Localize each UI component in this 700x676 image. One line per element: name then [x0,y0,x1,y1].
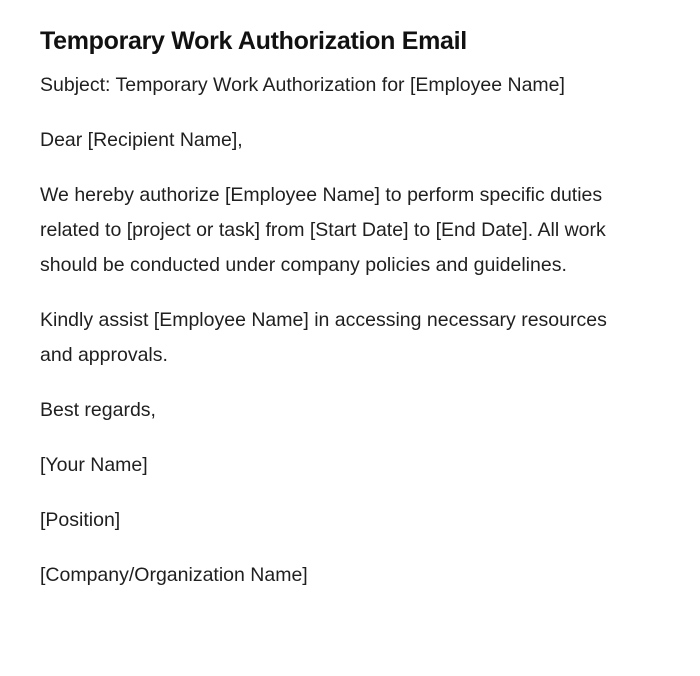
greeting: Dear [Recipient Name], [40,129,243,151]
subject-line: Subject: Temporary Work Authorization for [Employee Name] [40,74,565,96]
signature-name: [Your Name] [40,454,148,476]
email-template-document [40,24,640,613]
closing: Best regards, [40,399,156,421]
signature-position: [Position] [40,509,121,531]
body-paragraph-authorization: We hereby authorize [Employee Name] to perform specific duties related to [project or task] from [Start Date] to [End Date]. All work should be conducted under company policies and guidelines. [40,184,606,276]
document-title: Temporary Work Authorization Email [40,27,467,55]
body-paragraph-assistance: Kindly assist [Employee Name] in accessing necessary resources and approvals. [40,309,607,366]
signature-company: [Company/Organization Name] [40,564,308,586]
